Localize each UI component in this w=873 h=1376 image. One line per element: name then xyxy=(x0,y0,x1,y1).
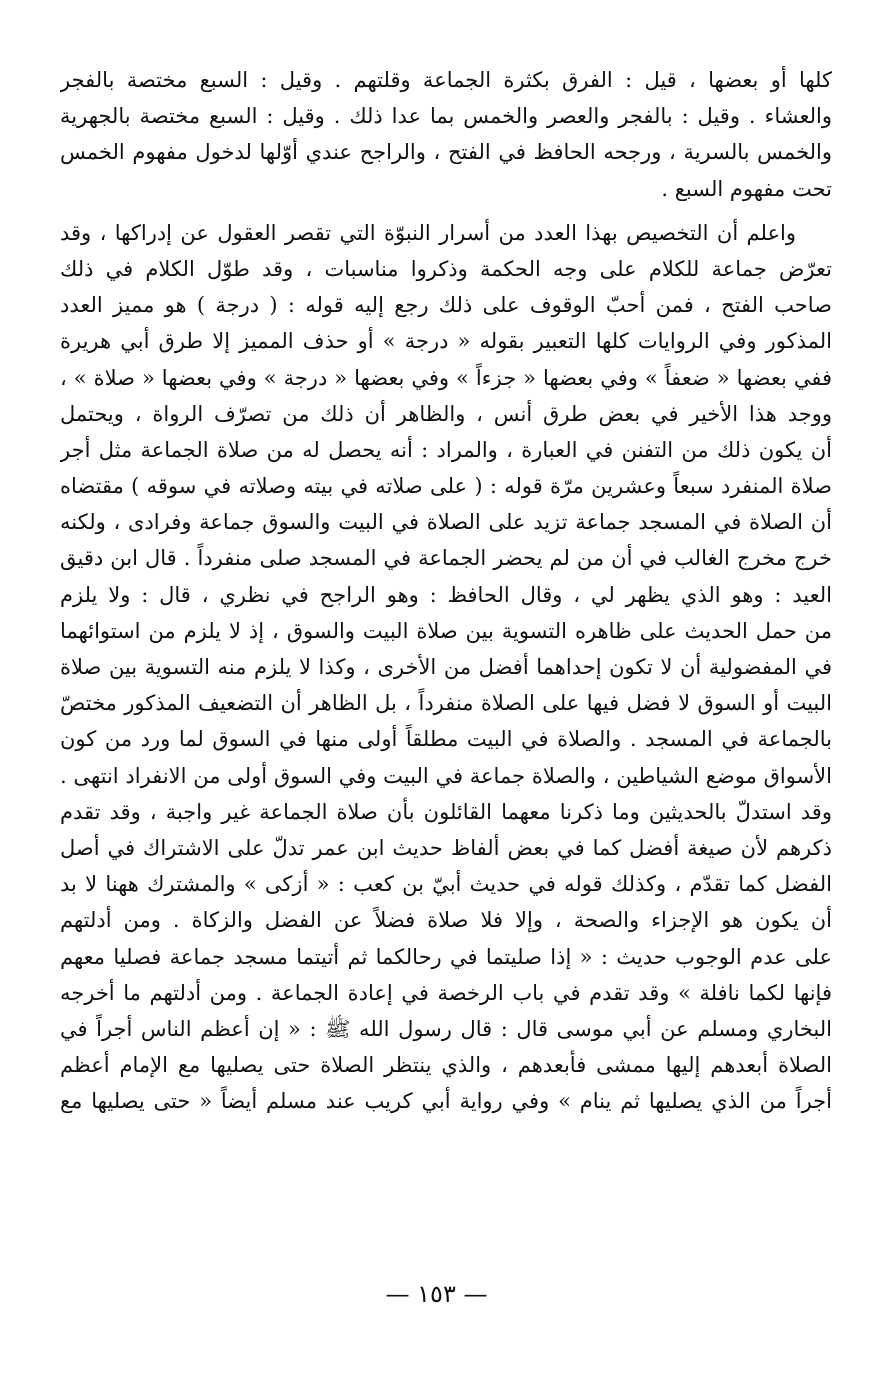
text-line: أن الصلاة في المسجد جماعة تزيد على الصلاة في البيت والسوق جماعة وفرادى ، ولكنه xyxy=(60,510,832,535)
text-line: فإنها لكما نافلة » وقد تقدم في باب الرخصة في إعادة الجماعة . ومن أدلتهم ما أخرجه xyxy=(60,980,832,1005)
text-line: والعشاء . وقيل : بالفجر والعصر والخمس بما عدا ذلك . وقيل : السبع مختصة بالجهرية xyxy=(60,104,832,129)
text-line: تحت مفهوم السبع . xyxy=(661,176,832,201)
text-line: كلها أو بعضها ، قيل : الفرق بكثرة الجماعة وقلتهم . وقيل : السبع مختصة بالفجر xyxy=(60,68,832,92)
text-line: البخاري ومسلم عن أبي موسى قال : قال رسول الله ﷺ : « إن أعظم الناس أجراً في xyxy=(60,1016,832,1041)
text-line: تعرّض جماعة للكلام على وجه الحكمة وذكروا مناسبات ، وقد طوّل الكلام في ذلك xyxy=(60,256,832,281)
text-line: البيت أو السوق لا فضل فيها على الصلاة منفرداً ، بل الظاهر أن التضعيف المذكور مختصّ xyxy=(60,691,832,716)
text-line: واعلم أن التخصيص بهذا العدد من أسرار النبوّة التي تقصر العقول عن إدراكها ، وقد xyxy=(60,220,796,245)
text-line: أن يكون ذلك من التفنن في العبارة ، والمراد : أنه يحصل له من صلاة الجماعة مثل أجر xyxy=(60,437,832,462)
text-line: من حمل الحديث على ظاهره التسوية بين صلاة البيت والسوق ، إذ لا يلزم من استوائهما xyxy=(60,618,832,643)
page-body xyxy=(60,62,832,1119)
text-line: الفضل كما تقدّم ، وكذلك قوله في حديث أبيّ بن كعب : « أزكى » والمشترك ههنا لا بد xyxy=(60,872,832,897)
text-line: صلاة المنفرد سبعاً وعشرين مرّة قوله : ( على صلاته في بيته وصلاته في سوقه ) مقتضاه xyxy=(60,474,832,499)
text-line: على عدم الوجوب حديث : « إذا صليتما في رحالكما ثم أتيتما مسجد جماعة فصليا معهم xyxy=(60,944,832,969)
text-line: في المفضولية أن لا تكون إحداهما أفضل من الأخرى ، وكذا لا يلزم منه التسوية بين صلاة xyxy=(60,655,832,679)
text-line: خرج مخرج الغالب في أن من لم يحضر الجماعة في المسجد صلى منفرداً . قال ابن دقيق xyxy=(60,546,832,571)
text-line: أجراً من الذي يصليها ثم ينام » وفي رواية أبي كريب عند مسلم أيضاً « حتى يصليها مع xyxy=(60,1089,832,1114)
text-line: صاحب الفتح ، فمن أحبّ الوقوف على ذلك رجع إليه قوله : ( درجة ) هو مميز العدد xyxy=(60,293,832,318)
page-number: — ١٥٣ — xyxy=(385,1280,488,1308)
text-line: ووجد هذا الأخير في بعض طرق أنس ، والظاهر أن ذلك من تصرّف الرواة ، ويحتمل xyxy=(60,401,832,426)
text-line: العيد : وهو الذي يظهر لي ، وقال الحافظ : وهو الراجح في نظري ، قال : ولا يلزم xyxy=(60,582,832,607)
text-line: والخمس بالسرية ، ورجحه الحافظ في الفتح ، والراجح عندي أوّلها لدخول مفهوم الخمس xyxy=(60,140,832,165)
paragraph-1 xyxy=(60,62,832,207)
paragraph-gap xyxy=(60,207,832,215)
text-line: ذكرهم لأن صيغة أفضل كما في بعض ألفاظ حديث ابن عمر تدلّ على الاشتراك في أصل xyxy=(60,835,832,860)
text-line: ففي بعضها « ضعفاً » وفي بعضها « جزءاً » وفي بعضها « درجة » وفي بعضها « صلاة » ، xyxy=(60,365,832,390)
text-line: المذكور وفي الروايات كلها التعبير بقوله « درجة » أو حذف المميز إلا طرق أبي هريرة xyxy=(60,329,832,354)
text-line: الصلاة أبعدهم إليها ممشى فأبعدهم ، والذي ينتظر الصلاة حتى يصليها مع الإمام أعظم xyxy=(60,1053,832,1078)
text-line: أن يكون هو الإجزاء والصحة ، وإلا فلا صلاة فضلاً عن الفضل والزكاة . ومن أدلتهم xyxy=(60,908,832,933)
text-line: وقد استدلّ بالحديثين وما ذكرنا معهما القائلون بأن صلاة الجماعة غير واجبة ، وقد تقدم xyxy=(60,799,832,824)
text-line: بالجماعة في المسجد . والصلاة في البيت مطلقاً أولى منها في السوق لما ورد من كون xyxy=(60,727,832,752)
text-line: الأسواق موضع الشياطين ، والصلاة جماعة في البيت وفي السوق أولى من الانفراد انتهى . xyxy=(60,763,832,788)
paragraph-2 xyxy=(60,215,832,1120)
